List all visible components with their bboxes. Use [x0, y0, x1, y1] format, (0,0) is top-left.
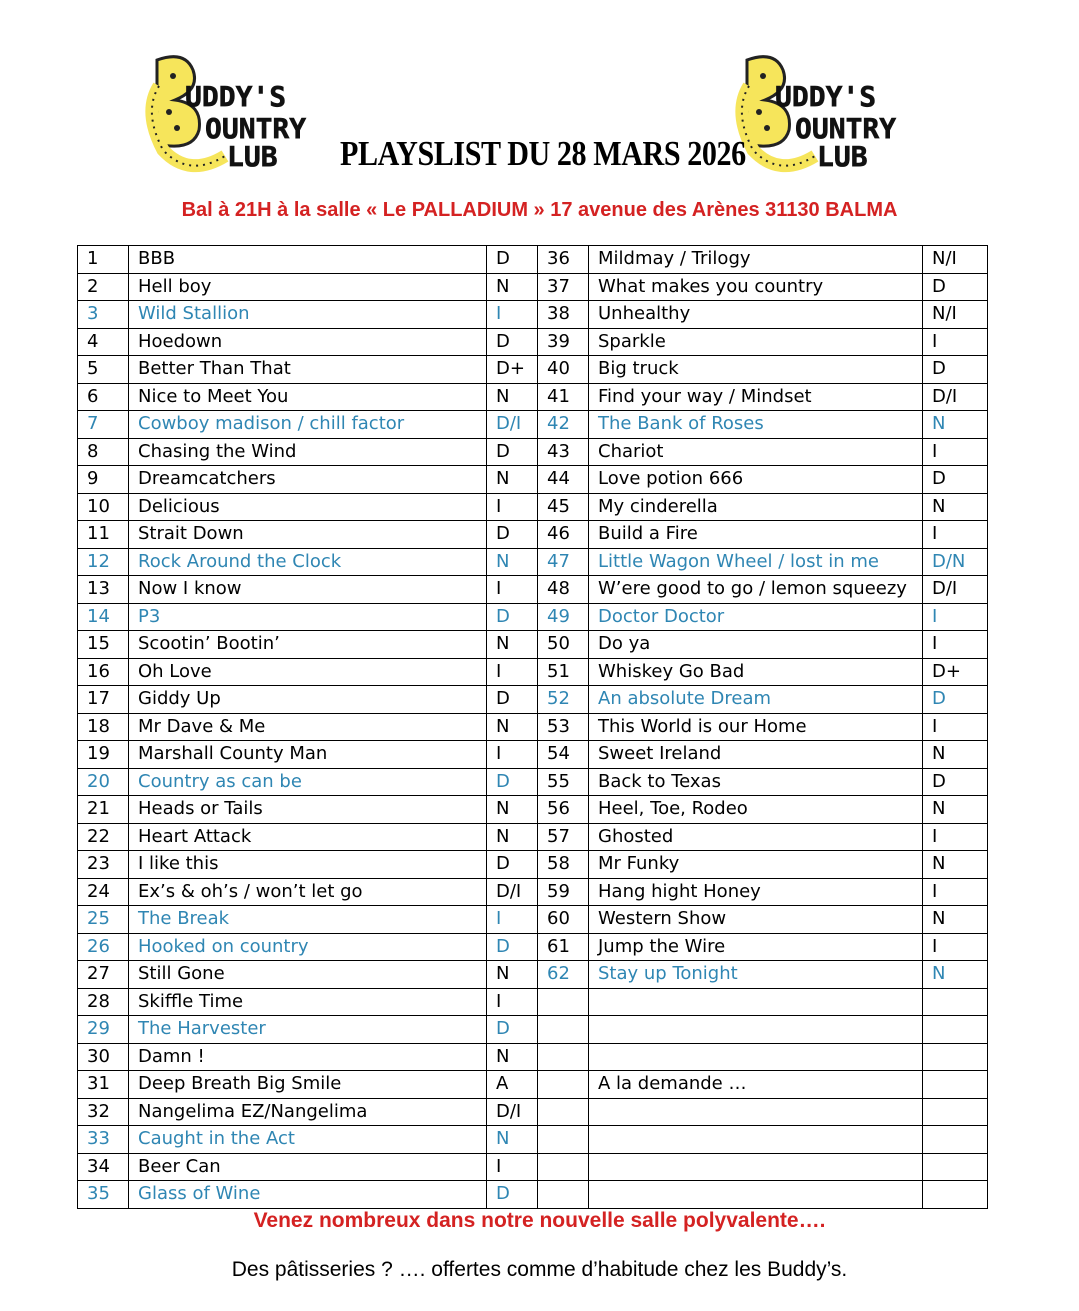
track-title: The Harvester — [129, 1016, 487, 1044]
track-title: This World is our Home — [589, 713, 923, 741]
track-level: N — [923, 961, 988, 989]
playlist-row — [78, 548, 988, 576]
track-title: Hell boy — [129, 273, 487, 301]
track-level: D — [487, 246, 538, 274]
track-number: 23 — [78, 851, 129, 879]
track-title: Jump the Wire — [589, 933, 923, 961]
track-number: 17 — [78, 686, 129, 714]
track-number: 38 — [538, 301, 589, 329]
track-title: Doctor Doctor — [589, 603, 923, 631]
playlist-row — [78, 823, 988, 851]
playlist-row — [78, 493, 988, 521]
track-title: I like this — [129, 851, 487, 879]
track-level — [923, 1098, 988, 1126]
track-title: Heart Attack — [129, 823, 487, 851]
logo-text-line1: UDDY'S — [185, 80, 287, 113]
track-title: Western Show — [589, 906, 923, 934]
track-number: 2 — [78, 273, 129, 301]
track-title: Heel, Toe, Rodeo — [589, 796, 923, 824]
track-title: Deep Breath Big Smile — [129, 1071, 487, 1099]
track-number: 43 — [538, 438, 589, 466]
track-number: 25 — [78, 906, 129, 934]
track-title: Sparkle — [589, 328, 923, 356]
track-number: 20 — [78, 768, 129, 796]
track-number: 51 — [538, 658, 589, 686]
track-number: 55 — [538, 768, 589, 796]
track-number: 41 — [538, 383, 589, 411]
track-number: 34 — [78, 1153, 129, 1181]
track-level: D/I — [487, 1098, 538, 1126]
track-level: I — [487, 576, 538, 604]
track-number — [538, 988, 589, 1016]
track-level: N — [487, 823, 538, 851]
logo-text-line3: LUB — [227, 140, 278, 173]
logo-text-line2: OUNTRY — [205, 112, 307, 145]
track-level: I — [923, 933, 988, 961]
track-level: D — [487, 521, 538, 549]
track-level: D — [923, 686, 988, 714]
track-number: 60 — [538, 906, 589, 934]
track-level: D — [487, 768, 538, 796]
track-number — [538, 1153, 589, 1181]
track-level: N — [487, 383, 538, 411]
track-number: 56 — [538, 796, 589, 824]
track-title: Find your way / Mindset — [589, 383, 923, 411]
track-level: D — [923, 466, 988, 494]
playlist-row — [78, 713, 988, 741]
event-details: Bal à 21H à la salle « Le PALLADIUM » 17 avenue des Arènes 31130 BALMA — [181, 199, 898, 221]
track-level: N — [923, 493, 988, 521]
track-number — [538, 1126, 589, 1154]
track-title: Scootin’ Bootin’ — [129, 631, 487, 659]
buddys-country-club-logo-right — [735, 52, 935, 177]
track-title: Caught in the Act — [129, 1126, 487, 1154]
track-number: 21 — [78, 796, 129, 824]
track-number: 24 — [78, 878, 129, 906]
track-level: D/N — [923, 548, 988, 576]
horseshoe-bc-emblem — [735, 52, 935, 177]
track-level: N — [487, 713, 538, 741]
playlist-row — [78, 658, 988, 686]
track-number: 59 — [538, 878, 589, 906]
track-title: Heads or Tails — [129, 796, 487, 824]
track-title: The Break — [129, 906, 487, 934]
track-title — [589, 988, 923, 1016]
track-title: Mr Dave & Me — [129, 713, 487, 741]
track-level: D — [923, 273, 988, 301]
playlist-row — [78, 851, 988, 879]
track-level: I — [487, 906, 538, 934]
playlist-row — [78, 383, 988, 411]
track-title: Ex’s & oh’s / won’t let go — [129, 878, 487, 906]
track-level: D/I — [487, 411, 538, 439]
track-title: Do ya — [589, 631, 923, 659]
playlist-row — [78, 438, 988, 466]
playlist-row — [78, 796, 988, 824]
track-title: BBB — [129, 246, 487, 274]
track-level: I — [923, 521, 988, 549]
track-level: N — [923, 851, 988, 879]
track-number: 35 — [78, 1181, 129, 1209]
track-level — [923, 1043, 988, 1071]
playlist-row — [78, 933, 988, 961]
track-number: 53 — [538, 713, 589, 741]
track-number: 33 — [78, 1126, 129, 1154]
track-number: 49 — [538, 603, 589, 631]
playlist-row — [78, 273, 988, 301]
track-number: 48 — [538, 576, 589, 604]
track-number: 5 — [78, 356, 129, 384]
track-number: 29 — [78, 1016, 129, 1044]
track-number: 19 — [78, 741, 129, 769]
track-level: D — [487, 851, 538, 879]
track-title: Love potion 666 — [589, 466, 923, 494]
track-number: 54 — [538, 741, 589, 769]
track-level: D+ — [923, 658, 988, 686]
track-number: 11 — [78, 521, 129, 549]
track-number: 9 — [78, 466, 129, 494]
track-number: 62 — [538, 961, 589, 989]
track-title: Country as can be — [129, 768, 487, 796]
playlist-row — [78, 576, 988, 604]
track-title: Skiffle Time — [129, 988, 487, 1016]
track-level: D — [487, 438, 538, 466]
track-number — [538, 1071, 589, 1099]
playlist-row — [78, 768, 988, 796]
track-title: Hooked on country — [129, 933, 487, 961]
track-number: 58 — [538, 851, 589, 879]
track-level: N/I — [923, 301, 988, 329]
playlist-row — [78, 603, 988, 631]
playlist-row — [78, 1126, 988, 1154]
playlist-row — [78, 1153, 988, 1181]
track-number: 47 — [538, 548, 589, 576]
page-title: PLAYSLIST DU 28 MARS 2026 — [340, 134, 746, 173]
track-level: N — [487, 961, 538, 989]
track-level: D — [487, 933, 538, 961]
track-number — [538, 1043, 589, 1071]
track-level: I — [923, 328, 988, 356]
track-level: N — [487, 466, 538, 494]
track-number: 7 — [78, 411, 129, 439]
track-number: 15 — [78, 631, 129, 659]
track-number — [538, 1016, 589, 1044]
track-number: 45 — [538, 493, 589, 521]
logo-text-line3: LUB — [817, 140, 868, 173]
track-number: 30 — [78, 1043, 129, 1071]
track-number: 27 — [78, 961, 129, 989]
track-level: D — [487, 328, 538, 356]
track-title: Back to Texas — [589, 768, 923, 796]
track-level: I — [487, 658, 538, 686]
track-title: Wild Stallion — [129, 301, 487, 329]
track-number: 26 — [78, 933, 129, 961]
track-title: Mildmay / Trilogy — [589, 246, 923, 274]
track-title: Still Gone — [129, 961, 487, 989]
playlist-row — [78, 961, 988, 989]
track-title: P3 — [129, 603, 487, 631]
track-number: 6 — [78, 383, 129, 411]
track-level: I — [923, 878, 988, 906]
track-number: 52 — [538, 686, 589, 714]
track-title — [589, 1043, 923, 1071]
track-number: 4 — [78, 328, 129, 356]
track-level: N — [487, 1043, 538, 1071]
track-title: Ghosted — [589, 823, 923, 851]
track-number: 13 — [78, 576, 129, 604]
track-title: Mr Funky — [589, 851, 923, 879]
track-level — [923, 1126, 988, 1154]
track-number: 3 — [78, 301, 129, 329]
track-number: 57 — [538, 823, 589, 851]
playlist-row — [78, 1043, 988, 1071]
track-title: Unhealthy — [589, 301, 923, 329]
logo-text-line2: OUNTRY — [795, 112, 897, 145]
track-level: D — [487, 1016, 538, 1044]
track-level: I — [923, 603, 988, 631]
track-number — [538, 1181, 589, 1209]
track-title: Marshall County Man — [129, 741, 487, 769]
track-title: Giddy Up — [129, 686, 487, 714]
track-title: Nice to Meet You — [129, 383, 487, 411]
track-level — [923, 1071, 988, 1099]
playlist-row — [78, 631, 988, 659]
track-title: Little Wagon Wheel / lost in me — [589, 548, 923, 576]
track-title: Chariot — [589, 438, 923, 466]
track-title: Big truck — [589, 356, 923, 384]
track-title: Whiskey Go Bad — [589, 658, 923, 686]
track-level: N — [487, 1126, 538, 1154]
playlist-row — [78, 411, 988, 439]
track-number: 40 — [538, 356, 589, 384]
track-title — [589, 1181, 923, 1209]
track-title — [589, 1098, 923, 1126]
track-level: D/I — [923, 383, 988, 411]
track-number: 8 — [78, 438, 129, 466]
track-title: A la demande … — [589, 1071, 923, 1099]
track-number: 61 — [538, 933, 589, 961]
track-level: N — [487, 796, 538, 824]
track-title: Strait Down — [129, 521, 487, 549]
track-number: 16 — [78, 658, 129, 686]
track-level: D/I — [923, 576, 988, 604]
track-title: Beer Can — [129, 1153, 487, 1181]
track-title — [589, 1126, 923, 1154]
track-level — [923, 1181, 988, 1209]
footer-pastries-note: Des pâtisseries ? …. offertes comme d’habitude chez les Buddy’s. — [231, 1258, 848, 1281]
track-title: Rock Around the Clock — [129, 548, 487, 576]
track-level: I — [487, 301, 538, 329]
track-level: N — [487, 273, 538, 301]
track-number: 28 — [78, 988, 129, 1016]
track-level: D/I — [487, 878, 538, 906]
playlist-row — [78, 906, 988, 934]
playlist-row — [78, 741, 988, 769]
track-title: Cowboy madison / chill factor — [129, 411, 487, 439]
track-level: I — [487, 493, 538, 521]
track-level: D — [487, 1181, 538, 1209]
track-level: A — [487, 1071, 538, 1099]
track-number: 31 — [78, 1071, 129, 1099]
track-level — [923, 1016, 988, 1044]
track-title: Stay up Tonight — [589, 961, 923, 989]
track-level: N — [923, 796, 988, 824]
track-title: Dreamcatchers — [129, 466, 487, 494]
track-number: 44 — [538, 466, 589, 494]
playlist-row — [78, 246, 988, 274]
track-title: Nangelima EZ/Nangelima — [129, 1098, 487, 1126]
footer-invitation: Venez nombreux dans notre nouvelle salle polyvalente…. — [253, 1209, 826, 1232]
buddys-country-club-logo-left — [145, 52, 345, 177]
track-title: Now I know — [129, 576, 487, 604]
track-level: I — [487, 1153, 538, 1181]
track-level: N — [487, 631, 538, 659]
track-level: I — [923, 438, 988, 466]
track-title: Hoedown — [129, 328, 487, 356]
track-title: The Bank of Roses — [589, 411, 923, 439]
track-title: Hang hight Honey — [589, 878, 923, 906]
horseshoe-bc-emblem — [145, 52, 345, 177]
playlist-row — [78, 521, 988, 549]
playlist-row — [78, 988, 988, 1016]
track-level: N — [923, 741, 988, 769]
playlist-row — [78, 1071, 988, 1099]
track-number: 42 — [538, 411, 589, 439]
playlist-row — [78, 1098, 988, 1126]
track-title: Damn ! — [129, 1043, 487, 1071]
track-title: Better Than That — [129, 356, 487, 384]
track-title: What makes you country — [589, 273, 923, 301]
track-level: I — [487, 741, 538, 769]
track-title: Glass of Wine — [129, 1181, 487, 1209]
track-number: 14 — [78, 603, 129, 631]
track-number: 37 — [538, 273, 589, 301]
playlist-row — [78, 356, 988, 384]
track-number: 39 — [538, 328, 589, 356]
track-title: Build a Fire — [589, 521, 923, 549]
track-number: 32 — [78, 1098, 129, 1126]
playlist-row — [78, 878, 988, 906]
track-title: Delicious — [129, 493, 487, 521]
track-level — [923, 988, 988, 1016]
track-title: Oh Love — [129, 658, 487, 686]
track-number: 18 — [78, 713, 129, 741]
track-level: N — [487, 548, 538, 576]
track-level: D — [923, 768, 988, 796]
track-level: I — [923, 823, 988, 851]
playlist-row — [78, 1181, 988, 1209]
track-title — [589, 1153, 923, 1181]
playlist-row — [78, 466, 988, 494]
track-number: 22 — [78, 823, 129, 851]
playlist-table — [77, 245, 988, 1209]
track-title: An absolute Dream — [589, 686, 923, 714]
track-level — [923, 1153, 988, 1181]
track-number — [538, 1098, 589, 1126]
playlist-row — [78, 1016, 988, 1044]
playlist-row — [78, 301, 988, 329]
track-number: 1 — [78, 246, 129, 274]
track-level: N — [923, 906, 988, 934]
track-level: N/I — [923, 246, 988, 274]
track-title: Sweet Ireland — [589, 741, 923, 769]
logo-text-line1: UDDY'S — [775, 80, 877, 113]
playlist-row — [78, 686, 988, 714]
track-number: 12 — [78, 548, 129, 576]
track-title: W’ere good to go / lemon squeezy — [589, 576, 923, 604]
track-level: D — [923, 356, 988, 384]
track-level: I — [487, 988, 538, 1016]
track-level: D — [487, 603, 538, 631]
track-number: 36 — [538, 246, 589, 274]
playlist-row — [78, 328, 988, 356]
track-title: My cinderella — [589, 493, 923, 521]
track-level: N — [923, 411, 988, 439]
track-number: 10 — [78, 493, 129, 521]
track-level: D — [487, 686, 538, 714]
track-title — [589, 1016, 923, 1044]
track-level: I — [923, 713, 988, 741]
track-number: 50 — [538, 631, 589, 659]
track-title: Chasing the Wind — [129, 438, 487, 466]
track-number: 46 — [538, 521, 589, 549]
track-level: I — [923, 631, 988, 659]
track-level: D+ — [487, 356, 538, 384]
